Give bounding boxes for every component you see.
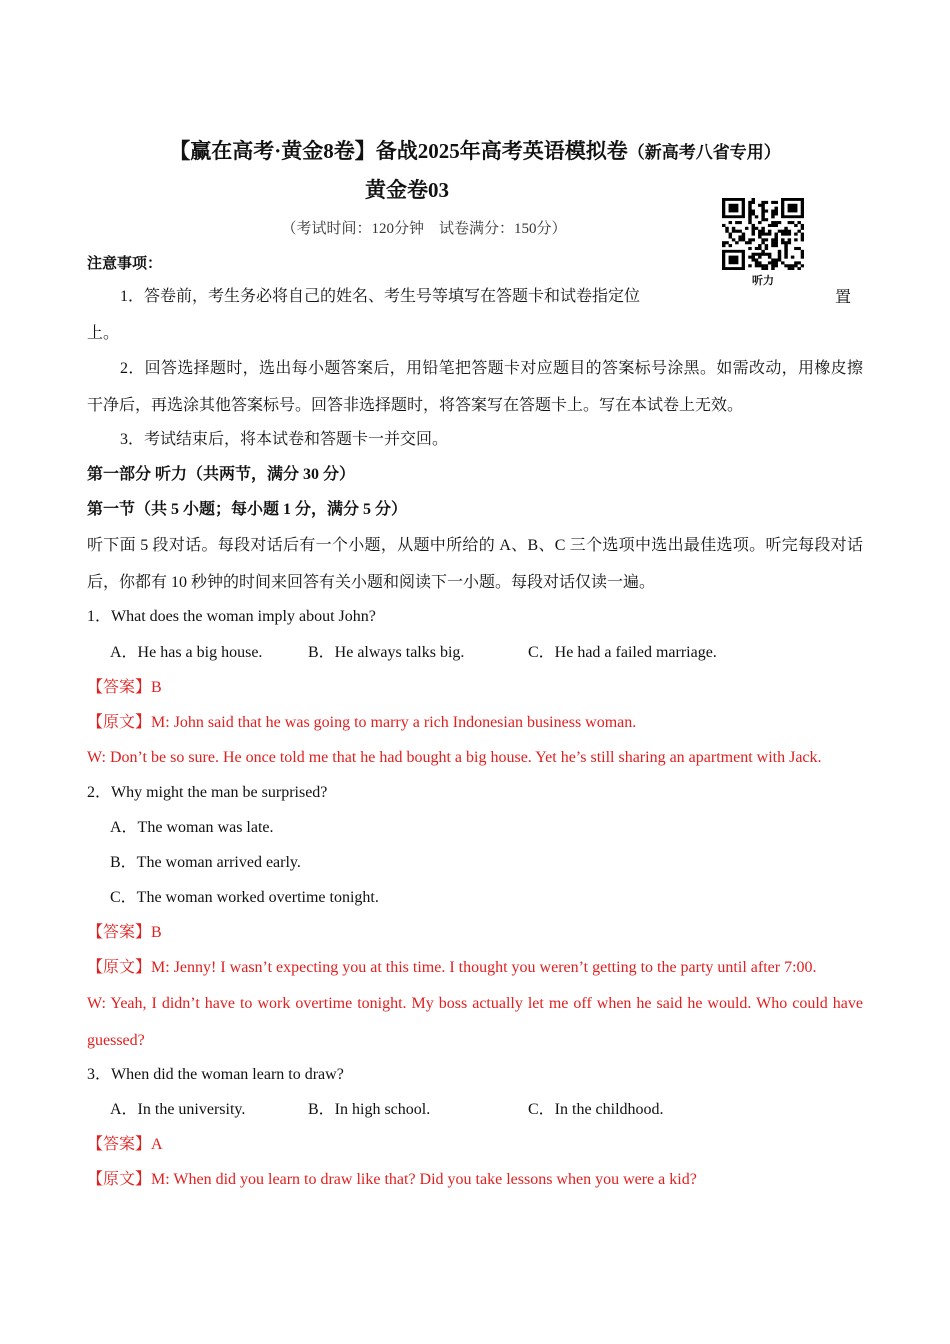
question-1-option-c: C．He had a failed marriage. <box>528 644 717 661</box>
page-title <box>0 138 950 166</box>
question-1-answer <box>87 678 162 698</box>
notice-item-1-cont: 上。 <box>87 325 120 342</box>
question-3-answer <box>87 1135 163 1155</box>
question-2-stem: 2．Why might the man be surprised? <box>87 784 328 801</box>
question-3-transcript <box>87 1170 697 1190</box>
qr-code <box>722 198 804 270</box>
transcript-line: M: John said that he was going to marry a rich Indonesian business woman. <box>151 714 637 731</box>
question-1-transcript-cont: W: Don’t be so sure. He once told me that he had bought a big house. Yet he’s still sharing an apartment with Jack. <box>87 749 822 766</box>
transcript-label: 【原文】 <box>87 959 152 976</box>
answer-value: B <box>151 679 162 696</box>
notice-item-1: 1．答卷前，考生务必将自己的姓名、考生号等填写在答题卡和试卷指定位 <box>120 288 641 305</box>
answer-label: 【答案】 <box>87 1136 152 1153</box>
question-2-transcript-cont: W: Yeah, I didn’t have to work overtime tonight. My boss actually let me off when he said he would. Who could have guessed? <box>87 995 863 1049</box>
notice-heading: 注意事项： <box>87 256 163 272</box>
qr-label: 听力 <box>752 275 774 287</box>
question-2-transcript <box>87 958 817 978</box>
question-3-option-c: C．In the childhood. <box>528 1101 664 1118</box>
paper-title: 黄金卷03 <box>365 178 449 202</box>
exam-info: （考试时间：120分钟 试卷满分：150分） <box>281 221 567 237</box>
question-3-option-b: B．In high school. <box>308 1101 431 1118</box>
section-heading: 第一节（共 5 小题；每小题 1 分，满分 5 分） <box>87 501 408 518</box>
section-instructions: 听下面 5 段对话。每段对话后有一个小题，从题中所给的 A、B、C 三个选项中选出最佳选项。听完每段对话后，你都有 10 秒钟的时间来回答有关小题和阅读下一小题。每段对话仅读一遍。 <box>87 537 863 591</box>
answer-label: 【答案】 <box>87 924 152 941</box>
transcript-line: M: When did you learn to draw like that? Did you take lessons when you were a kid? <box>151 1171 697 1188</box>
question-1-stem: 1．What does the woman imply about John? <box>87 608 376 625</box>
answer-value: A <box>151 1136 163 1153</box>
question-3-option-a: A．In the university. <box>110 1101 246 1118</box>
notice-item-1-tail: 置 <box>835 289 852 306</box>
transcript-label: 【原文】 <box>87 1171 152 1188</box>
answer-value: B <box>151 924 162 941</box>
notice-item-2: 2．回答选择题时，选出每小题答案后，用铅笔把答题卡对应题目的答案标号涂黑。如需改动，用橡皮擦干净后，再选涂其他答案标号。回答非选择题时，将答案写在答题卡上。写在本试卷上无效。 <box>87 360 863 414</box>
part-heading: 第一部分 听力（共两节，满分 30 分） <box>87 466 356 483</box>
question-2-option-b: B．The woman arrived early. <box>110 854 301 871</box>
question-3-stem: 3．When did the woman learn to draw? <box>87 1066 344 1083</box>
question-1-transcript <box>87 713 636 733</box>
question-1-option-b: B．He always talks big. <box>308 644 465 661</box>
question-2-answer <box>87 923 162 943</box>
answer-label: 【答案】 <box>87 679 152 696</box>
question-2-option-c: C．The woman worked overtime tonight. <box>110 889 379 906</box>
title-main: 【赢在高考·黄金8卷】备战2025年高考英语模拟卷 <box>169 139 628 163</box>
transcript-line: M: Jenny! I wasn’t expecting you at this time. I thought you weren’t getting to the party until after 7:00. <box>151 959 817 976</box>
transcript-label: 【原文】 <box>87 714 152 731</box>
notice-item-3: 3．考试结束后，将本试卷和答题卡一并交回。 <box>120 431 449 448</box>
title-sub: （新高考八省专用） <box>627 143 781 162</box>
question-1-option-a: A．He has a big house. <box>110 644 263 661</box>
question-2-option-a: A．The woman was late. <box>110 819 274 836</box>
